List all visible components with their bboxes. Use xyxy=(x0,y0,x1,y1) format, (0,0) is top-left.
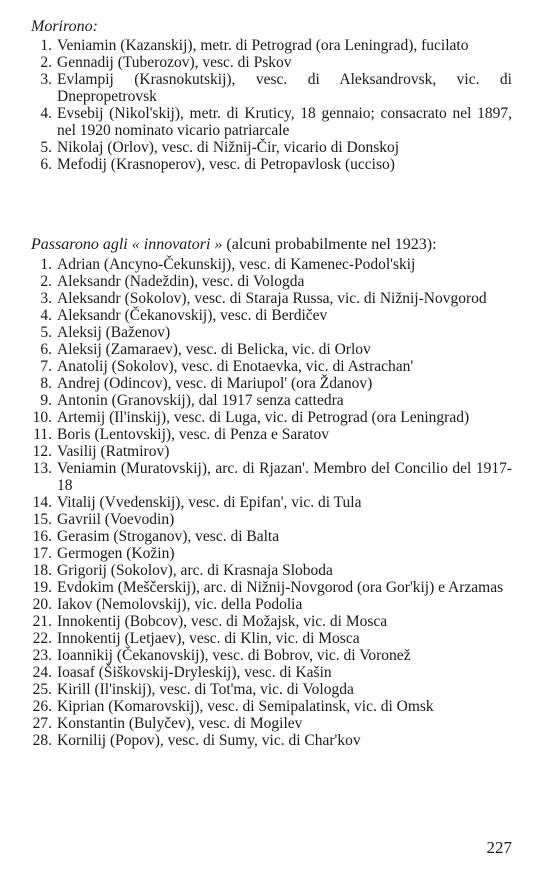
list-item xyxy=(0,443,560,460)
item-text: Evsebij (Nikol'skij), metr. di Kruticy, 18 gennaio; consacrato nel 1897, nel 1920 nominato vicario patriarcale xyxy=(57,105,512,139)
item-text: Grigorij (Sokolov), arc. di Krasnaja Sloboda xyxy=(57,562,333,579)
item-text: Innokentij (Bobcov), vesc. di Možajsk, vic. di Mosca xyxy=(57,613,388,630)
list-item xyxy=(0,256,560,273)
item-text: Artemij (Il'inskij), vesc. di Luga, vic. di Petrograd (ora Leningrad) xyxy=(57,409,470,426)
item-text: Gerasim (Stroganov), vesc. di Balta xyxy=(57,528,280,545)
list-item xyxy=(0,409,560,426)
item-text: Adrian (Ancyno-Čekunskij), vesc. di Kamenec-Podol'skij xyxy=(57,256,416,273)
item-number: 28. xyxy=(32,732,52,749)
item-text: Germogen (Kožin) xyxy=(57,545,175,562)
item-text: Aleksandr (Nadeždin), vesc. di Vologda xyxy=(57,273,305,290)
item-text: Ioannikij (Čekanovskij), vesc. di Bobrov, vic. di Voronež xyxy=(57,647,411,664)
list-item xyxy=(0,715,560,732)
item-text: Vasilij (Ratmirov) xyxy=(57,443,170,460)
list-item xyxy=(0,528,560,545)
item-text: Gennadij (Tuberozov), vesc. di Pskov xyxy=(57,54,292,71)
item-number: 4. xyxy=(40,105,52,122)
heading-italic-part: Passarono agli « innovatori » xyxy=(31,236,223,253)
list-item xyxy=(0,681,560,698)
list-item xyxy=(0,596,560,613)
item-text: Innokentij (Letjaev), vesc. di Klin, vic. di Mosca xyxy=(57,630,360,647)
item-number: 4. xyxy=(40,307,52,324)
item-text: Evdokim (Meščerskij), arc. di Nižnij-Novgorod (ora Gor'kij) e Arzamas xyxy=(57,579,504,596)
list-item xyxy=(0,562,560,579)
list-item xyxy=(0,156,560,173)
item-number: 17. xyxy=(32,545,52,562)
item-text: Vitalij (Vvedenskij), vesc. di Epifan', vic. di Tula xyxy=(57,494,362,511)
list-item xyxy=(0,732,560,749)
list-item xyxy=(0,613,560,630)
item-number: 14. xyxy=(32,494,52,511)
list-item xyxy=(0,647,560,664)
item-number: 16. xyxy=(32,528,52,545)
item-text: Iakov (Nemolovskij), vic. della Podolia xyxy=(57,596,303,613)
item-number: 24. xyxy=(32,664,52,681)
item-number: 12. xyxy=(32,443,52,460)
item-number: 5. xyxy=(40,324,52,341)
item-number: 11. xyxy=(33,426,52,443)
died-list xyxy=(0,37,560,173)
item-number: 2. xyxy=(40,273,52,290)
list-item xyxy=(0,664,560,681)
item-number: 15. xyxy=(32,511,52,528)
list-item xyxy=(0,139,560,156)
item-number: 10. xyxy=(32,409,52,426)
item-text: Evlampij (Krasnokutskij), vesc. di Aleksandrovsk, vic. di Dnepropetrovsk xyxy=(57,71,512,105)
item-number: 8. xyxy=(40,375,52,392)
innovators-list xyxy=(0,256,560,749)
list-item xyxy=(0,324,560,341)
item-number: 6. xyxy=(40,156,52,173)
section-heading-innovators xyxy=(31,236,437,254)
list-item xyxy=(0,273,560,290)
item-number: 22. xyxy=(32,630,52,647)
list-item xyxy=(0,494,560,511)
item-text: Aleksandr (Čekanovskij), vesc. di Berdičev xyxy=(57,307,328,324)
item-text: Anatolij (Sokolov), vesc. di Enotaevka, vic. di Astrachan' xyxy=(57,358,414,375)
list-item xyxy=(0,511,560,528)
item-number: 2. xyxy=(40,54,52,71)
item-text: Gavriil (Voevodin) xyxy=(57,511,175,528)
list-item xyxy=(0,630,560,647)
list-item xyxy=(0,698,560,715)
item-number: 6. xyxy=(40,341,52,358)
item-text: Nikolaj (Orlov), vesc. di Nižnij-Čir, vicario di Donskoj xyxy=(57,139,400,156)
item-text: Antonin (Granovskij), dal 1917 senza cattedra xyxy=(57,392,344,409)
item-text: Konstantin (Bulyčev), vesc. di Mogilev xyxy=(57,715,303,732)
list-item xyxy=(0,37,560,54)
list-item xyxy=(0,341,560,358)
item-number: 26. xyxy=(32,698,52,715)
page-number: 227 xyxy=(486,838,512,857)
item-number: 13. xyxy=(32,460,52,477)
item-text: Kiprian (Komarovskij), vesc. di Semipalatinsk, vic. di Omsk xyxy=(57,698,434,715)
list-item xyxy=(0,105,560,139)
item-number: 7. xyxy=(40,358,52,375)
item-text: Andrej (Odincov), vesc. di Mariupol' (ora Ždanov) xyxy=(57,375,373,392)
item-number: 18. xyxy=(32,562,52,579)
list-item xyxy=(0,71,560,105)
item-text: Aleksandr (Sokolov), vesc. di Staraja Russa, vic. di Nižnij-Novgorod xyxy=(57,290,487,307)
item-text: Aleksij (Zamaraev), vesc. di Belicka, vic. di Orlov xyxy=(57,341,371,358)
item-number: 3. xyxy=(40,290,52,307)
item-number: 1. xyxy=(40,37,52,54)
list-item xyxy=(0,358,560,375)
item-number: 20. xyxy=(32,596,52,613)
item-number: 1. xyxy=(40,256,52,273)
item-text: Veniamin (Muratovskij), arc. di Rjazan'. Membro del Concilio del 1917-18 xyxy=(57,460,512,494)
item-number: 19. xyxy=(32,579,52,596)
list-item xyxy=(0,426,560,443)
item-text: Ioasaf (Šiškovskij-Dryleskij), vesc. di Kašin xyxy=(57,664,332,681)
item-text: Kornilij (Popov), vesc. di Sumy, vic. di Char'kov xyxy=(57,732,361,749)
item-number: 21. xyxy=(32,613,52,630)
item-number: 5. xyxy=(40,139,52,156)
item-text: Mefodij (Krasnoperov), vesc. di Petropavlosk (ucciso) xyxy=(57,156,395,173)
item-text: Boris (Lentovskij), vesc. di Penza e Saratov xyxy=(57,426,330,443)
list-item xyxy=(0,460,560,494)
item-number: 27. xyxy=(32,715,52,732)
list-item xyxy=(0,307,560,324)
heading-rest-part: (alcuni probabilmente nel 1923): xyxy=(222,236,437,253)
list-item xyxy=(0,392,560,409)
list-item xyxy=(0,579,560,596)
list-item xyxy=(0,290,560,307)
item-number: 3. xyxy=(40,71,52,88)
item-text: Veniamin (Kazanskij), metr. di Petrograd (ora Leningrad), fucilato xyxy=(57,37,469,54)
item-text: Kirill (Il'inskij), vesc. di Tot'ma, vic. di Vologda xyxy=(57,681,354,698)
item-number: 23. xyxy=(32,647,52,664)
item-text: Aleksij (Baženov) xyxy=(57,324,171,341)
item-number: 25. xyxy=(32,681,52,698)
list-item xyxy=(0,54,560,71)
item-number: 9. xyxy=(40,392,52,409)
section-heading-died: Morirono: xyxy=(31,18,98,35)
list-item xyxy=(0,545,560,562)
list-item xyxy=(0,375,560,392)
